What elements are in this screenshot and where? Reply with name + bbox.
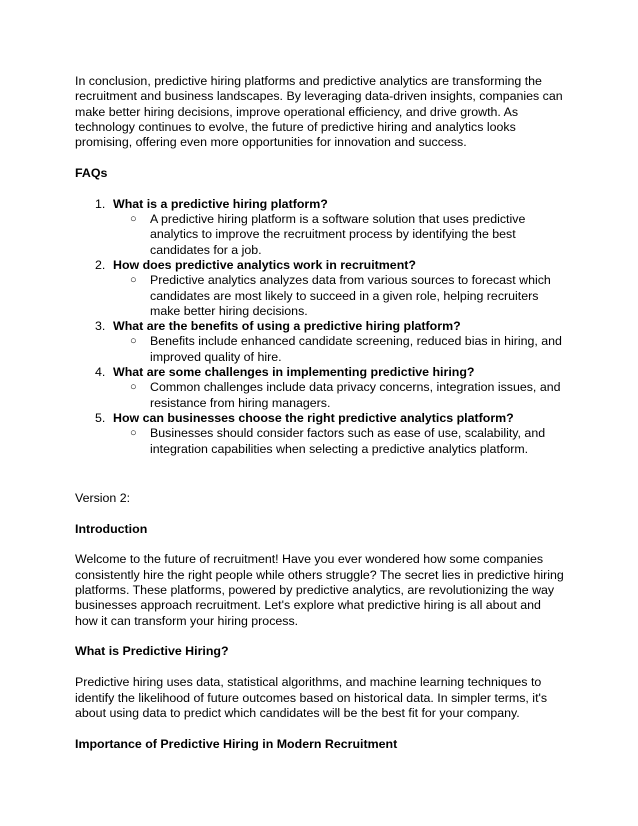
faq-answer	[113, 426, 565, 457]
what-is-predictive-hiring-paragraph: Predictive hiring uses data, statistical algorithms, and machine learning techniques to identify the likelihood of future outcomes based on historical data. In simpler terms, it's about using data to predict which candidates will be the best fit for your company.	[75, 675, 548, 720]
faq-number: 4.	[95, 365, 106, 380]
importance-heading: Importance of Predictive Hiring in Modern Recruitment	[75, 736, 398, 751]
faq-answer-text: Common challenges include data privacy concerns, integration issues, and resistance from hiring managers.	[150, 380, 561, 410]
faq-number: 5.	[95, 410, 106, 425]
hollow-bullet-icon: ○	[130, 335, 137, 348]
faq-question: How can businesses choose the right predictive analytics platform?	[113, 410, 514, 425]
faq-question: How does predictive analytics work in recruitment?	[113, 257, 416, 272]
faq-answer-text: Benefits include enhanced candidate screening, reduced bias in hiring, and improved quality of hire.	[150, 334, 562, 364]
introduction-heading: Introduction	[75, 521, 148, 536]
faq-item	[75, 258, 565, 319]
hollow-bullet-icon: ○	[130, 213, 137, 226]
faq-answer	[113, 212, 565, 258]
hollow-bullet-icon: ○	[130, 274, 137, 287]
faq-list	[75, 197, 565, 457]
faq-question: What are some challenges in implementing predictive hiring?	[113, 365, 475, 380]
what-is-predictive-hiring-heading: What is Predictive Hiring?	[75, 644, 229, 659]
faq-item	[75, 197, 565, 258]
faq-answer-list	[113, 212, 565, 258]
faq-question: What are the benefits of using a predictive hiring platform?	[113, 319, 461, 334]
faq-number: 3.	[95, 319, 106, 334]
faq-item	[75, 411, 565, 457]
faq-question: What is a predictive hiring platform?	[113, 196, 328, 211]
faq-answer	[113, 334, 565, 365]
faq-answer-text: A predictive hiring platform is a software solution that uses predictive analytics to improve the recruitment process by identifying the best candidates for a job.	[150, 212, 526, 257]
conclusion-paragraph: In conclusion, predictive hiring platforms and predictive analytics are transforming the recruitment and business landscapes. By leveraging data-driven insights, companies can make better hiring decisions, improve operational efficiency, and drive growth. As technology continues to evolve, the future of predictive hiring and analytics looks promising, offering even more opportunities for innovation and success.	[75, 74, 563, 150]
faqs-heading: FAQs	[75, 165, 108, 180]
faq-item	[75, 319, 565, 365]
faq-answer-text: Predictive analytics analyzes data from various sources to forecast which candidates are most likely to succeed in a given role, helping recruiters make better hiring decisions.	[150, 273, 551, 318]
faq-answer-list	[113, 334, 565, 365]
faq-answer-text: Businesses should consider factors such as ease of use, scalability, and integration capabilities when selecting a predictive analytics platform.	[150, 426, 546, 456]
faq-answer-list	[113, 273, 565, 319]
hollow-bullet-icon: ○	[130, 381, 137, 394]
faq-number: 1.	[95, 196, 106, 211]
hollow-bullet-icon: ○	[130, 427, 137, 440]
section-spacer	[75, 457, 565, 491]
faq-answer-list	[113, 380, 565, 411]
version-label: Version 2:	[75, 490, 131, 505]
faq-number: 2.	[95, 257, 106, 272]
introduction-paragraph: Welcome to the future of recruitment! Have you ever wondered how some companies consistently hire the right people while others struggle? The secret lies in predictive hiring platforms. These platforms, powered by predictive analytics, are revolutionizing the way businesses approach recruitment. Let's explore what predictive hiring is all about and how it can transform your hiring process.	[75, 552, 564, 628]
faq-answer	[113, 380, 565, 411]
faq-answer-list	[113, 426, 565, 457]
faq-item	[75, 365, 565, 411]
faq-answer	[113, 273, 565, 319]
document-page	[75, 74, 565, 767]
